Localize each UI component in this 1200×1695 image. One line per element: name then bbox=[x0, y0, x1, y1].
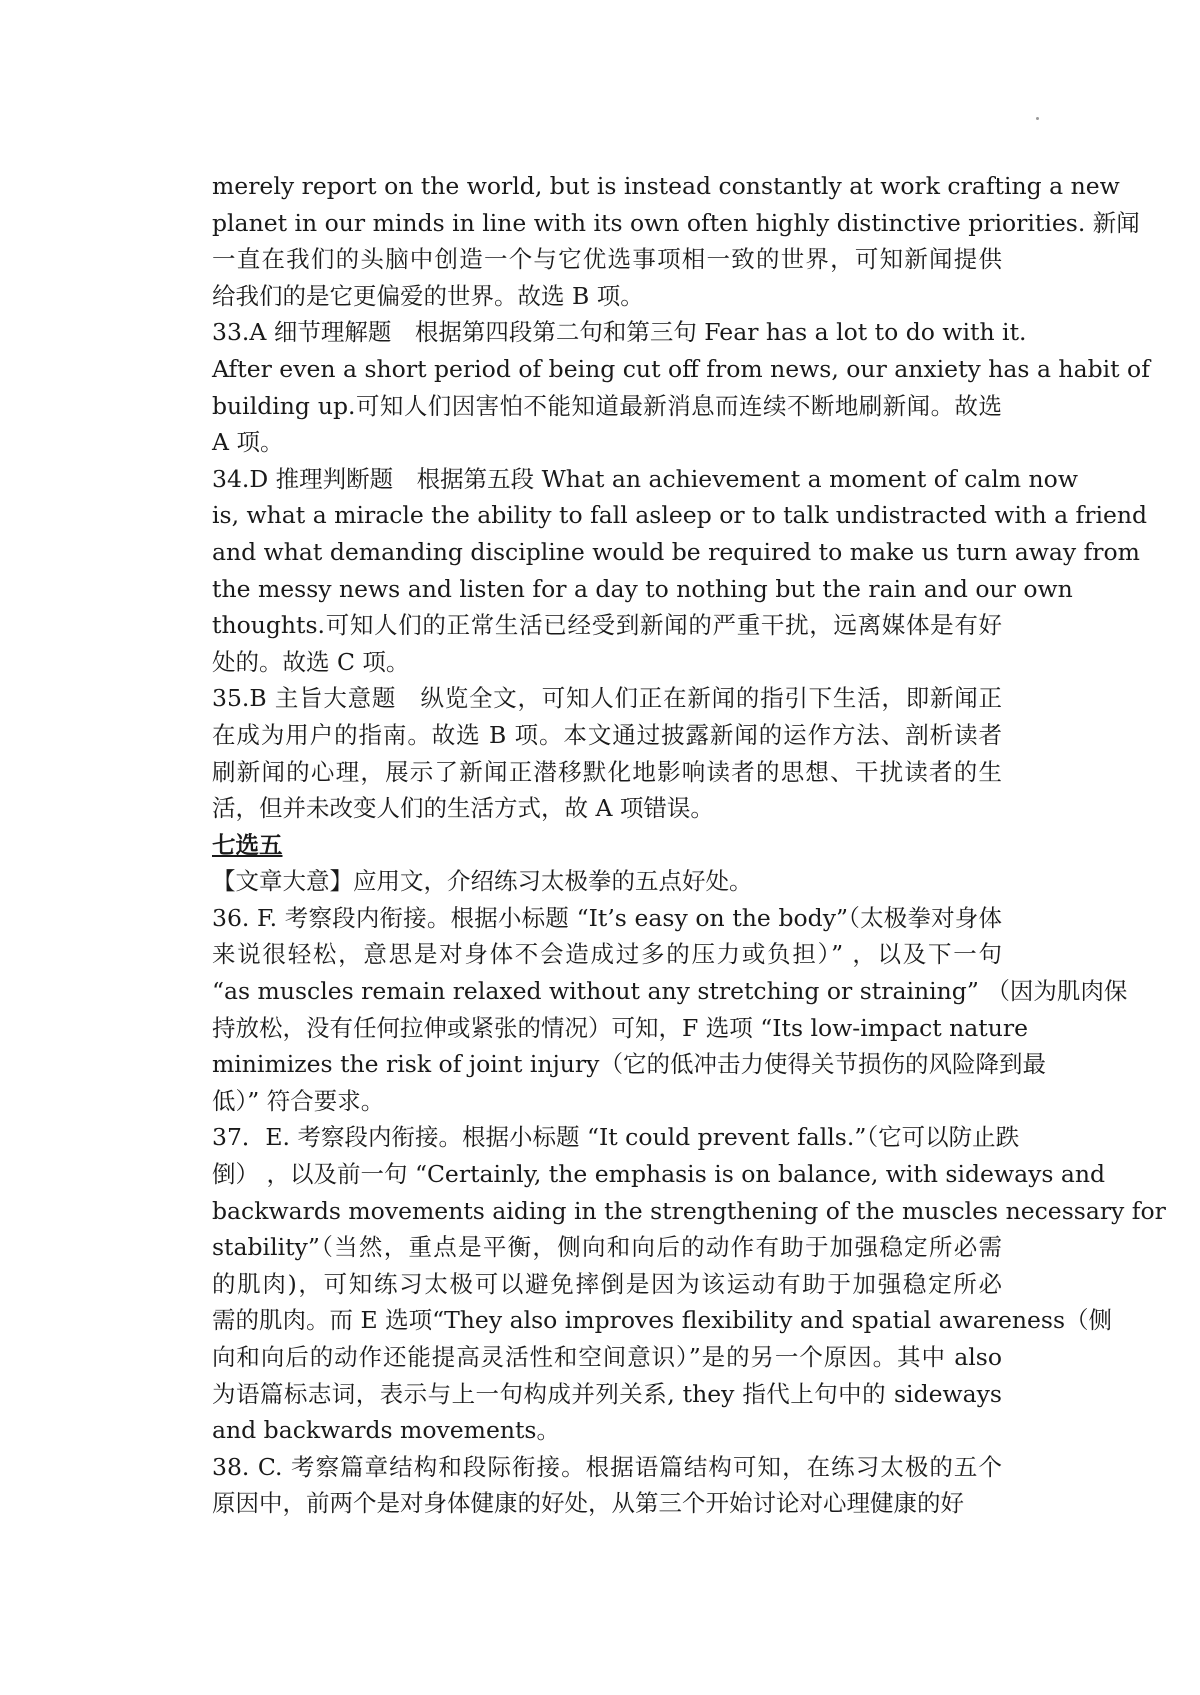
text-line: 【文章大意】应用文，介绍练习太极拳的五点好处。 bbox=[212, 867, 753, 896]
paragraph-p35 bbox=[212, 680, 1002, 826]
paragraph-p33 bbox=[212, 314, 1150, 460]
section-heading: 七选五 bbox=[212, 830, 283, 859]
text-line: 33.A 细节理解题 根据第四段第二句和第三句 Fear has a lot to do with it. bbox=[212, 318, 1027, 347]
text-line: 为语篇标志词，表示与上一句构成并列关系, they 指代上句中的 sideways bbox=[212, 1379, 1002, 1408]
text-line: 刷新闻的心理，展示了新闻正潜移默化地影响读者的思想、干扰读者的生 bbox=[212, 757, 1002, 786]
text-line: planet in our minds in line with its own often highly distinctive priorities. 新闻 bbox=[212, 208, 1140, 237]
paragraph-summary bbox=[212, 863, 1002, 900]
text-line: 低）” 符合要求。 bbox=[212, 1086, 385, 1115]
document-page bbox=[212, 168, 1166, 1522]
text-line: building up.可知人们因害怕不能知道最新消息而连续不断地刷新闻。故选 bbox=[212, 391, 1002, 420]
paragraph-p37 bbox=[212, 1119, 1166, 1448]
text-line: 给我们的是它更偏爱的世界。故选 B 项。 bbox=[212, 281, 644, 310]
text-line: 34.D 推理判断题 根据第五段 What an achievement a moment of calm now bbox=[212, 464, 1078, 493]
text-line: 37．E. 考察段内衔接。根据小标题 “It could prevent falls.”（它可以防止跌 bbox=[212, 1123, 1020, 1152]
text-line: minimizes the risk of joint injury（它的低冲击力使得关节损伤的风险降到最 bbox=[212, 1050, 1046, 1079]
answer-explanations bbox=[212, 168, 1150, 827]
text-line: and what demanding discipline would be required to make us turn away from bbox=[212, 537, 1140, 566]
text-line: “as muscles remain relaxed without any stretching or straining” （因为肌肉保 bbox=[212, 977, 1128, 1006]
text-line: 一直在我们的头脑中创造一个与它优选事项相一致的世界，可知新闻提供 bbox=[212, 245, 1002, 274]
seven-choose-five-explanations bbox=[212, 863, 1166, 1522]
text-line: backwards movements aiding in the strengthening of the muscles necessary for bbox=[212, 1196, 1166, 1225]
text-line: 38. C. 考察篇章结构和段际衔接。根据语篇结构可知，在练习太极的五个 bbox=[212, 1452, 1002, 1481]
text-line: 活，但并未改变人们的生活方式，故 A 项错误。 bbox=[212, 794, 714, 823]
paragraph-p38 bbox=[212, 1449, 1002, 1522]
text-line: 35.B 主旨大意题 纵览全文，可知人们正在新闻的指引下生活，即新闻正 bbox=[212, 684, 1002, 713]
text-line: 向和向后的动作还能提高灵活性和空间意识）”是的另一个原因。其中 also bbox=[212, 1343, 1002, 1371]
text-line: stability”（当然，重点是平衡，侧向和向后的动作有助于加强稳定所必需 bbox=[212, 1233, 1002, 1262]
text-line: merely report on the world, but is instead constantly at work crafting a new bbox=[212, 172, 1120, 200]
text-line: 36. F. 考察段内衔接。根据小标题 “It’s easy on the body”（太极拳对身体 bbox=[212, 903, 1002, 932]
text-line: 在成为用户的指南。故选 B 项。本文通过披露新闻的运作方法、剖析读者 bbox=[212, 720, 1002, 749]
text-line: and backwards movements。 bbox=[212, 1416, 560, 1445]
text-line: 处的。故选 C 项。 bbox=[212, 647, 410, 676]
paragraph-p36 bbox=[212, 900, 1128, 1120]
paragraph-p32-cont bbox=[212, 168, 1140, 314]
text-line: the messy news and listen for a day to nothing but the rain and our own bbox=[212, 574, 1073, 603]
text-line: thoughts.可知人们的正常生活已经受到新闻的严重干扰，远离媒体是有好 bbox=[212, 611, 1002, 640]
text-line: 来说很轻松，意思是对身体不会造成过多的压力或负担）” ，以及下一句 bbox=[212, 940, 1002, 969]
text-line: 持放松，没有任何拉伸或紧张的情况）可知，F 选项 “Its low-impact nature bbox=[212, 1013, 1029, 1042]
text-line: 原因中，前两个是对身体健康的好处，从第三个开始讨论对心理健康的好 bbox=[212, 1489, 964, 1518]
paragraph-p34 bbox=[212, 461, 1148, 681]
text-line: After even a short period of being cut off from news, our anxiety has a habit of bbox=[212, 354, 1150, 383]
text-line: is, what a miracle the ability to fall asleep or to talk undistracted with a friend bbox=[212, 501, 1148, 530]
text-line: 倒） ，以及前一句 “Certainly, the emphasis is on balance, with sideways and bbox=[212, 1160, 1106, 1189]
text-line: 需的肌肉。而 E 选项“They also improves flexibility and spatial awareness（侧 bbox=[212, 1306, 1113, 1335]
text-line: A 项。 bbox=[212, 428, 284, 457]
scan-dot bbox=[1036, 117, 1039, 120]
text-line: 的肌肉)，可知练习太极可以避免摔倒是因为该运动有助于加强稳定所必 bbox=[212, 1269, 1002, 1298]
